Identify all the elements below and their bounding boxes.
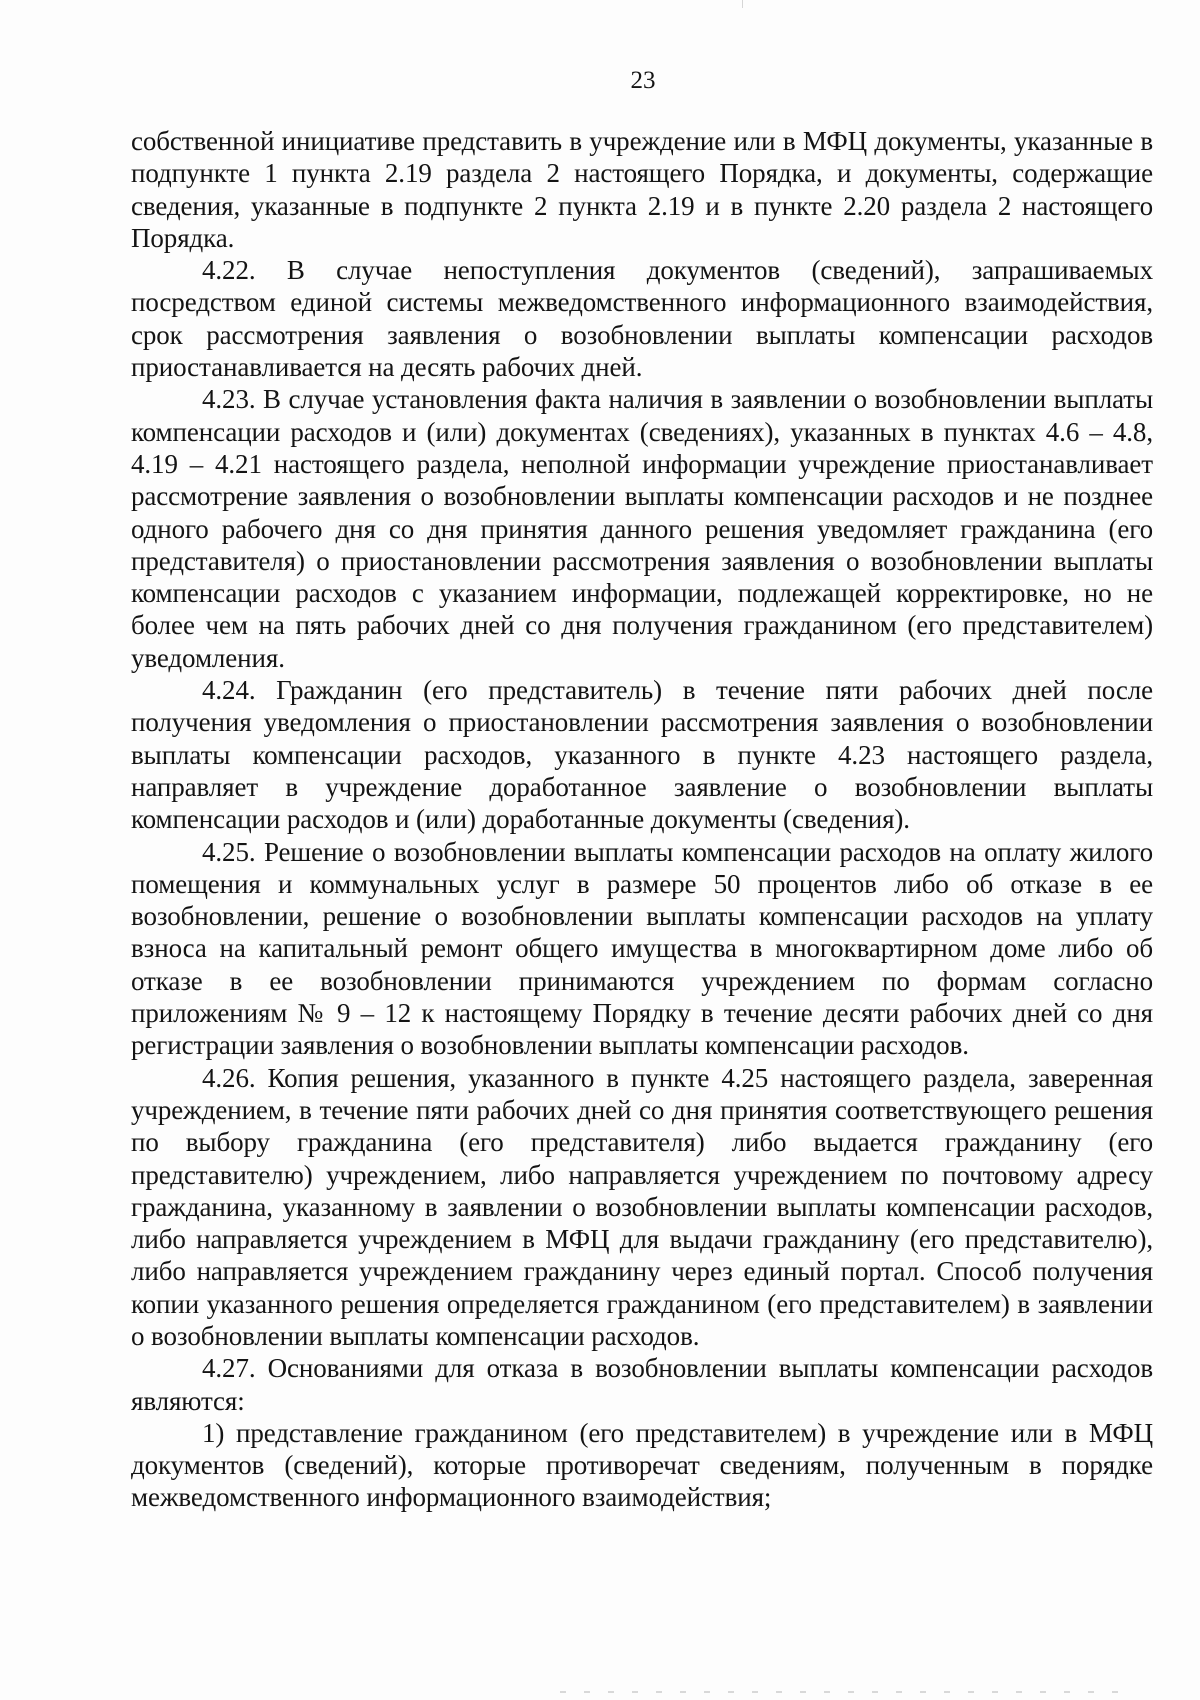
paragraph-4-27: 4.27. Основаниями для отказа в возобновлении выплаты компенсации расходов являются: [131, 1353, 1153, 1416]
paragraph-4-25: 4.25. Решение о возобновлении выплаты компенсации расходов на оплату жилого помещения и коммунальных услуг в размере 50 процентов либо об отказе в ее возобновлении, решение о возобновлении выплаты компенсации расходов на уплату взноса на капитальный ремонт общего имущества в многоквартирном доме либо об отказе в ее возобновлении принимаются учреждением по формам согласно приложениям № 9 – 12 к настоящему Порядку в течение десяти рабочих дней со дня регистрации заявления о возобновлении выплаты компенсации расходов. [131, 836, 1153, 1061]
scan-artifact-top [742, 0, 743, 8]
paragraph-continuation: собственной инициативе представить в учреждение или в МФЦ документы, указанные в подпункте 1 пункта 2.19 раздела 2 настоящего Порядка, и документы, содержащие сведения, указанные в подпункте 2 пункта 2.19 и в пункте 2.20 раздела 2 настоящего Порядка. [131, 126, 1153, 253]
list-item-1: 1) представление гражданином (его представителем) в учреждение или в МФЦ документов (сведений), которые противоречат сведениям, полученным в порядке межведомственного информационного взаимодействия; [131, 1417, 1153, 1513]
paragraph-4-26: 4.26. Копия решения, указанного в пункте 4.25 настоящего раздела, заверенная учреждением, в течение пяти рабочих дней со дня принятия соответствующего решения по выбору гражданина (его представителя) либо выдается гражданину (его представителю) учреждением, либо направляется учреждением по почтовому адресу гражданина, указанному в заявлении о возобновлении выплаты компенсации расходов, либо направляется учреждением в МФЦ для выдачи гражданину (его представителю), либо направляется учреждением гражданину через единый портал. Способ получения копии указанного решения определяется гражданином (его представителем) в заявлении о возобновлении выплаты компенсации расходов. [131, 1062, 1153, 1351]
paragraph-4-22: 4.22. В случае непоступления документов (сведений), запрашиваемых посредством единой системы межведомственного информационного взаимодействия, срок рассмотрения заявления о возобновлении выплаты компенсации расходов приостанавливается на десять рабочих дней. [131, 255, 1153, 383]
document-body [131, 125, 1153, 1514]
scan-artifact-bottom [560, 1691, 1120, 1693]
paragraph-4-23: 4.23. В случае установления факта наличия в заявлении о возобновлении выплаты компенсации расходов и (или) документах (сведениях), указанных в пунктах 4.6 – 4.8, 4.19 – 4.21 настоящего раздела, неполной информации учреждение приостанавливает рассмотрение заявления о возобновлении выплаты компенсации расходов и не позднее одного рабочего дня со дня принятия данного решения уведомляет гражданина (его представителя) о приостановлении рассмотрения заявления о возобновлении выплаты компенсации расходов с указанием информации, подлежащей корректировке, но не более чем на пять рабочих дней со дня получения гражданином (его представителем) уведомления. [131, 384, 1153, 673]
page-number: 23 [630, 67, 656, 94]
paragraph-4-24: 4.24. Гражданин (его представитель) в течение пяти рабочих дней после получения уведомления о приостановлении рассмотрения заявления о возобновлении выплаты компенсации расходов, указанного в пункте 4.23 настоящего раздела, направляет в учреждение доработанное заявление о возобновлении выплаты компенсации расходов и (или) доработанные документы (сведения). [131, 675, 1153, 835]
